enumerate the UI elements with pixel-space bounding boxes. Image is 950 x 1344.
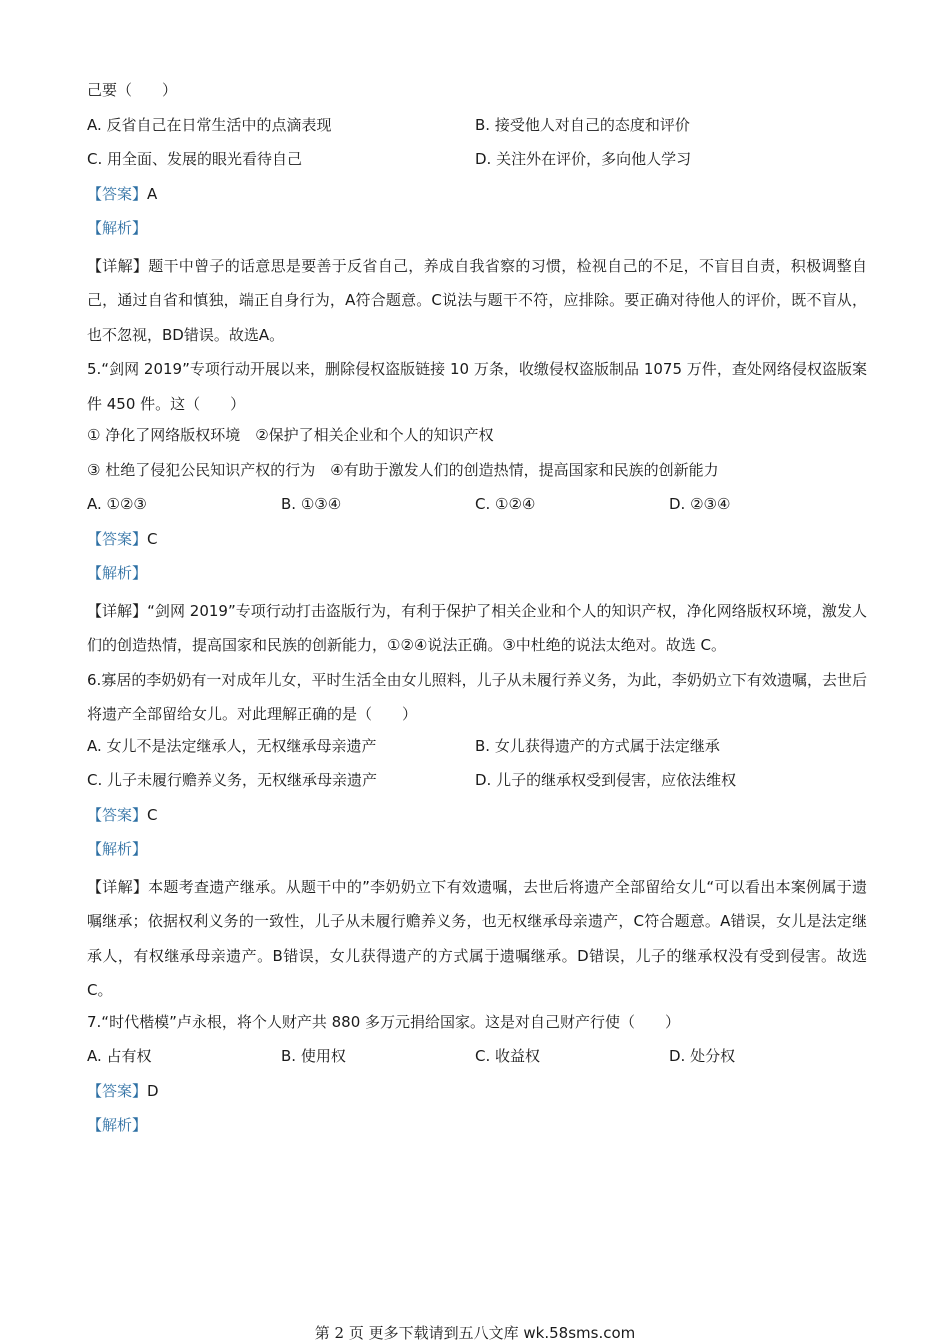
q7-option-d: D. 处分权 [669, 1047, 736, 1065]
detail-text: 本题考查遗产继承。从题干中的”李奶奶立下有效遗嘱，去世后将遗产全部留给女儿“可以看出本案例属于遗嘱继承；依据权利义务的一致性，儿子从未履行赡养义务，也无权继承母亲遗产，C符合题意。A错误，女儿是法定继承人，有权继承母亲遗产。B错误，女儿获得遗产的方式属于遗嘱继承。D错误，儿子的继承权没有受到侵害。故选 C。 [87, 877, 867, 999]
q7-option-b: B. 使用权 [281, 1047, 346, 1065]
q5-detail [87, 594, 867, 663]
q5-option-c: C. ①②④ [475, 495, 536, 513]
q4-option-c: C. 用全面、发展的眼光看待自己 [87, 150, 303, 168]
answer-value: D [147, 1081, 159, 1100]
q6-analysis-heading [87, 835, 867, 870]
footer-site-link[interactable]: wk.58sms.com [523, 1324, 636, 1342]
detail-text: 题干中曾子的话意思是要善于反省自己，养成自我省察的习惯，检视自己的不足，不盲目自责，积极调整自己，通过自省和慎独，端正自身行为，A符合题意。C说法与题干不符，应排除。要正确对待他人的评价，既不盲从，也不忽视，BD错误。故选A。 [87, 256, 867, 344]
q5-analysis-heading [87, 559, 867, 594]
q6-detail [87, 870, 867, 1008]
q5-stem: 5.“剑网 2019”专项行动开展以来，删除侵权盗版链接 10 万条，收缴侵权盗版制品 1075 万件，查处网络侵权盗版案件 450 件。这（ ） [87, 360, 867, 413]
answer-tag: 【答案】 [87, 529, 148, 548]
answer-value: C [147, 805, 158, 824]
q4-options-row2 [87, 145, 867, 180]
q6-stem: 6.寡居的李奶奶有一对成年儿女，平时生活全由女儿照料，儿子从未履行养义务，为此，李奶奶立下有效遗嘱，去世后将遗产全部留给女儿。对此理解正确的是（ ） [87, 670, 867, 723]
q7-analysis-heading [87, 1111, 867, 1146]
analysis-tag: 【解析】 [87, 564, 148, 582]
detail-tag: 【详解】 [87, 601, 148, 620]
q6-option-d: D. 儿子的继承权受到侵害，应依法维权 [475, 771, 737, 789]
q4-analysis-heading [87, 214, 867, 249]
q7-options [87, 1042, 867, 1077]
q4-option-a: A. 反省自己在日常生活中的点滴表现 [87, 115, 332, 134]
q6-option-a: A. 女儿不是法定继承人，无权继承母亲遗产 [87, 736, 377, 755]
q4-answer [87, 180, 867, 215]
q5-option-a: A. ①②③ [87, 495, 147, 513]
detail-tag: 【详解】 [87, 877, 149, 896]
q5-statements-2: ③ 杜绝了侵犯公民知识产权的行为 ④有助于激发人们的创造热情，提高国家和民族的创新能力 [87, 460, 719, 479]
q5-option-d: D. ②③④ [669, 495, 731, 513]
q5-statements-1: ① 净化了网络版权环境 ②保护了相关企业和个人的知识产权 [87, 426, 494, 444]
analysis-tag: 【解析】 [87, 1116, 148, 1134]
q7-option-a: A. 占有权 [87, 1047, 152, 1065]
q6-option-b: B. 女儿获得遗产的方式属于法定继承 [475, 736, 720, 755]
q5-answer [87, 525, 867, 560]
q5-options [87, 490, 867, 525]
q4-stem-end: 己要（ ） [87, 81, 178, 99]
q4-option-d: D. 关注外在评价，多向他人学习 [475, 150, 692, 168]
answer-value: C [147, 529, 158, 548]
q7-option-c: C. 收益权 [475, 1047, 541, 1065]
footer-page-text: 第 2 页 更多下载请到五八文库 [314, 1324, 519, 1342]
answer-value: A [147, 184, 158, 203]
answer-tag: 【答案】 [87, 1081, 148, 1100]
analysis-tag: 【解析】 [87, 840, 148, 858]
q6-options-row2 [87, 766, 867, 801]
q5-option-b: B. ①③④ [281, 495, 342, 513]
q4-detail [87, 249, 867, 353]
q6-option-c: C. 儿子未履行赡养义务，无权继承母亲遗产 [87, 771, 378, 789]
page-footer [0, 1322, 950, 1343]
q7-stem: 7.“时代楷模”卢永根，将个人财产共 880 多万元捐给国家。这是对自己财产行使（ ） [87, 1012, 681, 1031]
q4-options-row1 [87, 111, 867, 146]
answer-tag: 【答案】 [87, 184, 148, 203]
detail-tag: 【详解】 [87, 256, 149, 275]
q4-option-b: B. 接受他人对自己的态度和评价 [475, 115, 690, 134]
detail-text: “剑网 2019”专项行动打击盗版行为，有利于保护了相关企业和个人的知识产权，净化网络版权环境，激发人们的创造热情，提高国家和民族的创新能力，①②④说法正确。③中杜绝的说法太绝对。故选 C。 [87, 601, 867, 654]
document-body [87, 76, 867, 1146]
answer-tag: 【答案】 [87, 805, 148, 824]
q7-answer [87, 1077, 867, 1112]
q6-answer [87, 801, 867, 836]
analysis-tag: 【解析】 [87, 219, 148, 237]
q6-options-row1 [87, 732, 867, 767]
